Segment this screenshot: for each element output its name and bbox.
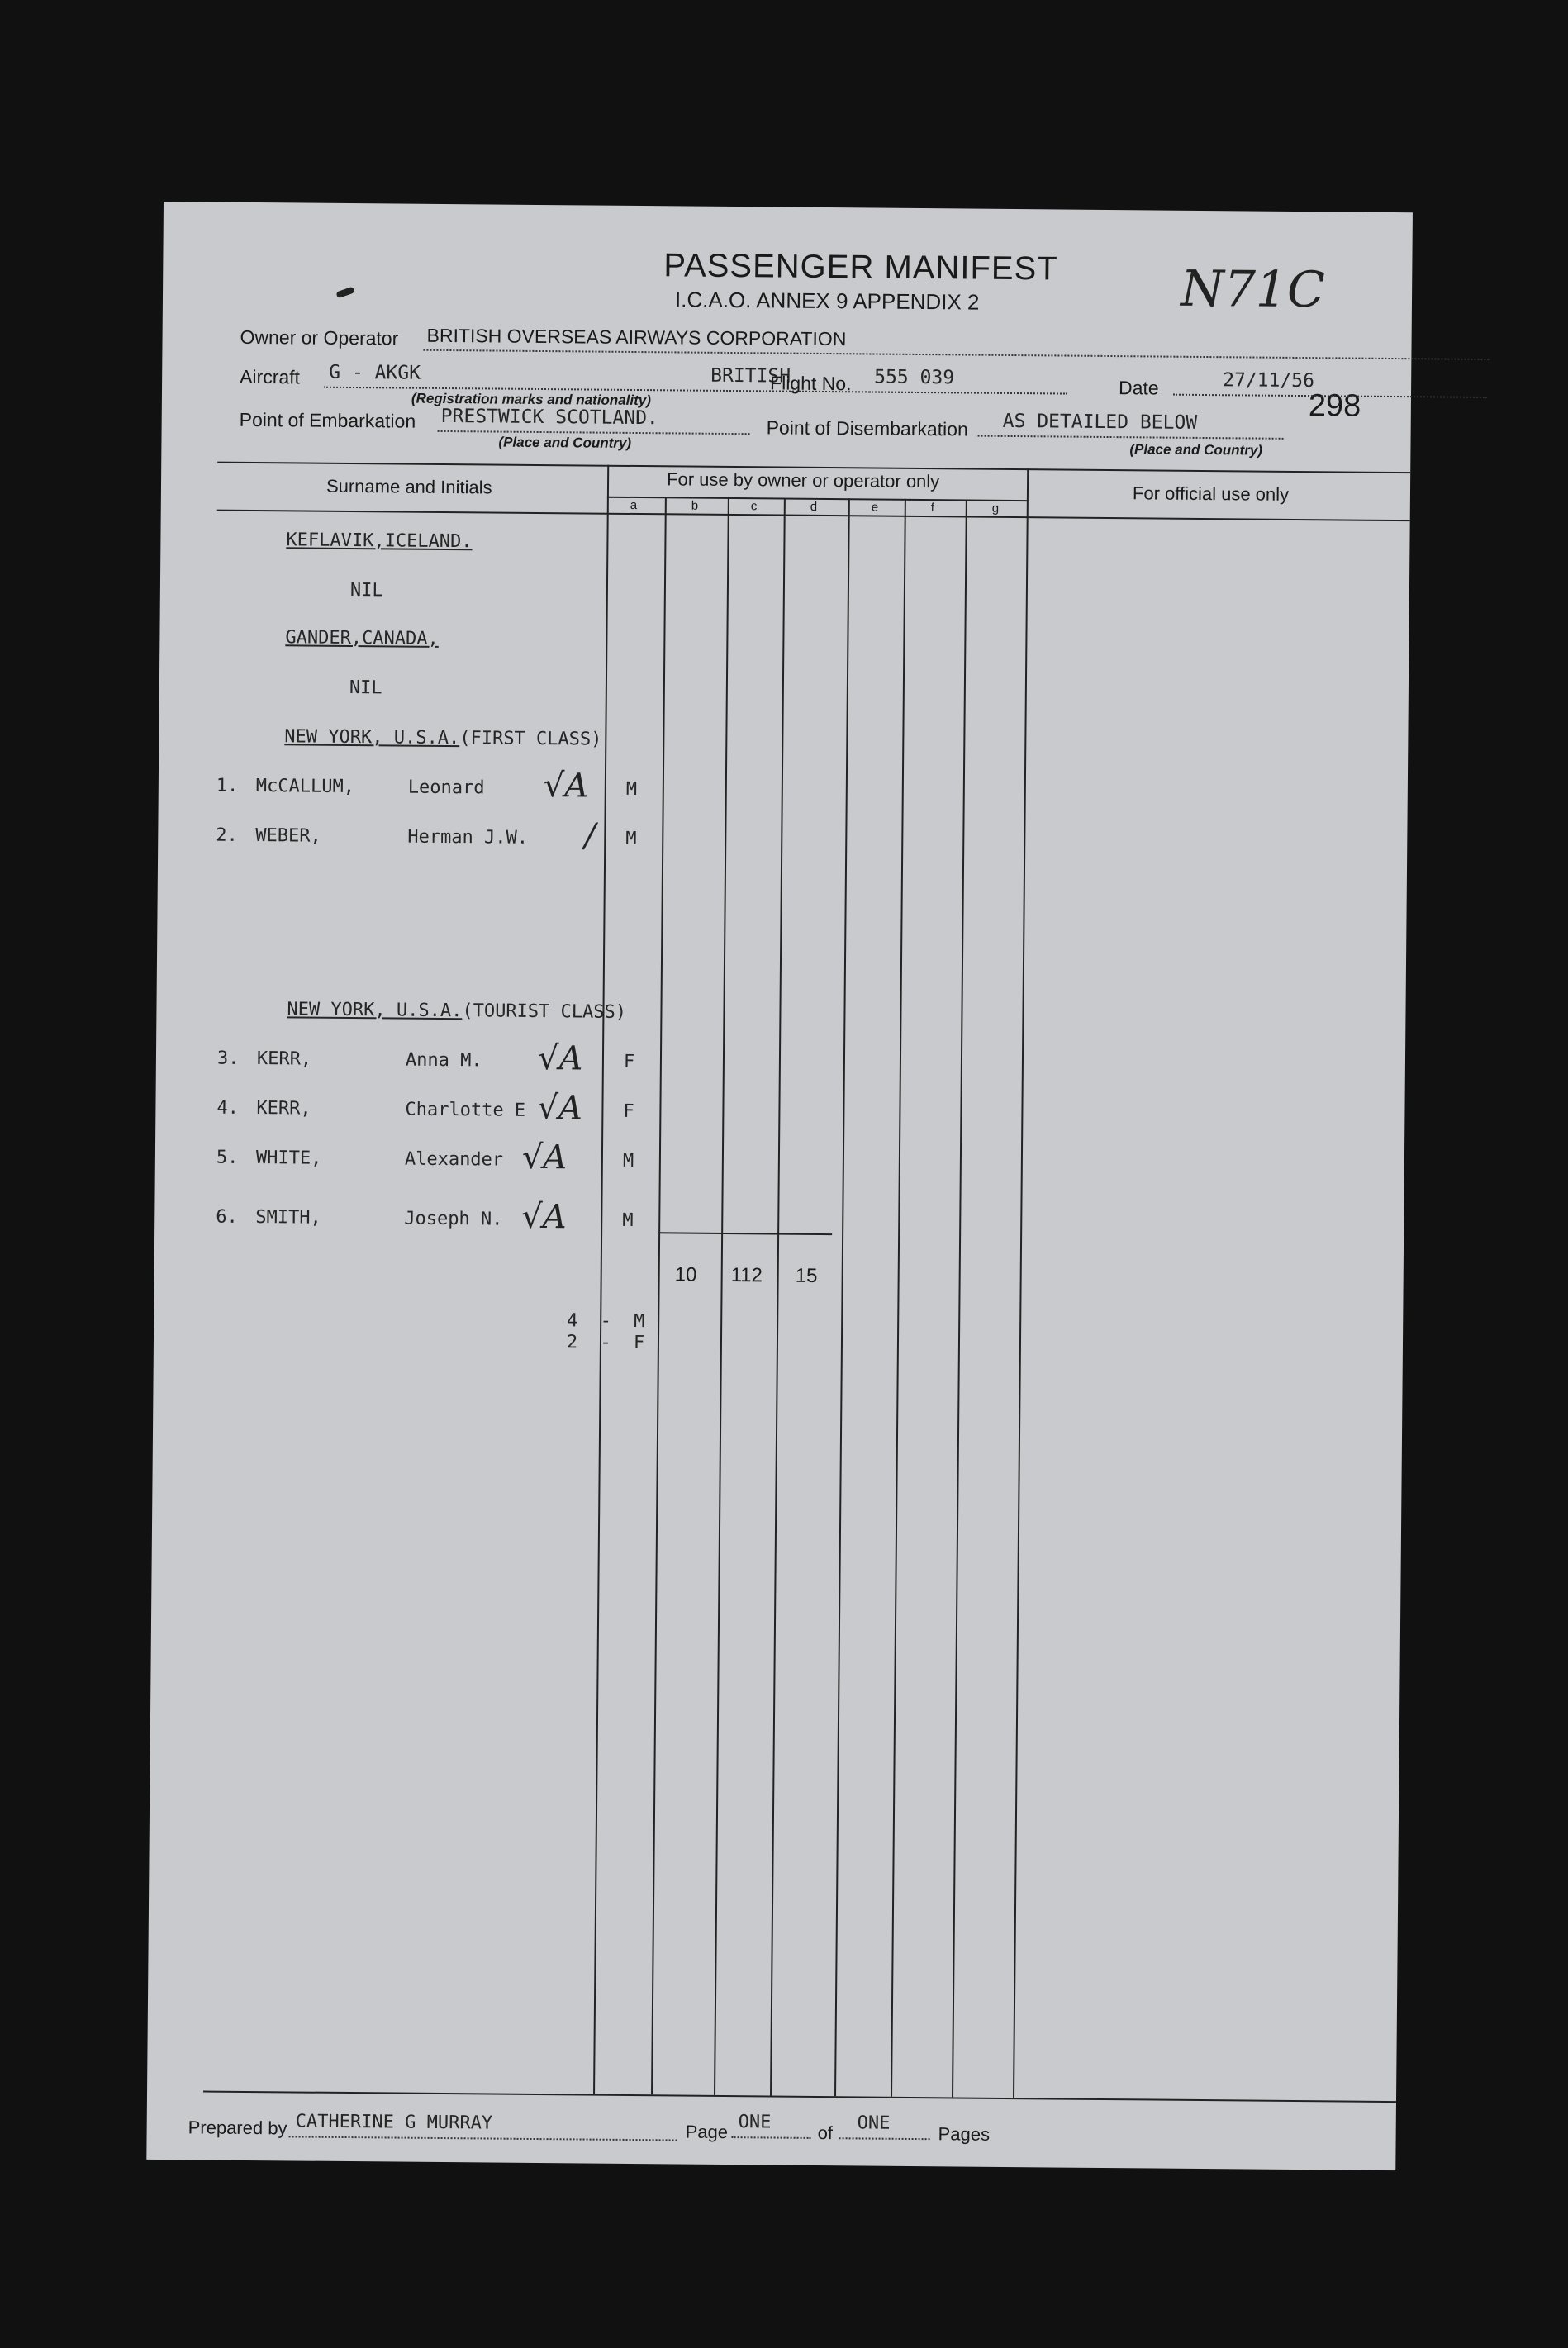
ny-first-class: (FIRST CLASS) bbox=[459, 728, 602, 750]
aircraft-registration: G - AKGK bbox=[329, 361, 421, 384]
col-a-b-divider bbox=[651, 497, 667, 2094]
col-header-f: f bbox=[930, 501, 935, 516]
ny-tourist-destination: NEW YORK, U.S.A. bbox=[287, 999, 463, 1022]
check-mark: √A bbox=[543, 767, 589, 806]
total-col-b: 10 bbox=[674, 1263, 697, 1286]
check-mark: √A bbox=[537, 1088, 583, 1128]
flight-no-field bbox=[869, 366, 1067, 394]
totals-rule bbox=[658, 1232, 832, 1235]
passenger-sex: M bbox=[622, 1150, 634, 1172]
passenger-number: 2. bbox=[216, 825, 238, 846]
passenger-row bbox=[216, 1039, 647, 1078]
disembarkation-value: AS DETAILED BELOW bbox=[1002, 410, 1198, 434]
passenger-row bbox=[216, 1197, 645, 1237]
page-field bbox=[732, 2112, 811, 2139]
passenger-row bbox=[216, 767, 646, 806]
male-count: 4 bbox=[567, 1310, 578, 1332]
pages-label: Pages bbox=[938, 2123, 991, 2145]
embarkation-field bbox=[438, 406, 750, 435]
passenger-number: 5. bbox=[216, 1147, 239, 1168]
registration-note: (Registration marks and nationality) bbox=[411, 390, 652, 409]
stamp-number: 298 bbox=[1308, 388, 1361, 424]
passenger-sex: F bbox=[623, 1051, 635, 1073]
passenger-given-name: Alexander bbox=[404, 1148, 504, 1171]
passenger-number: 6. bbox=[216, 1206, 238, 1228]
passenger-given-name: Anna M. bbox=[405, 1049, 482, 1072]
flight-no-value: 555 039 bbox=[874, 366, 955, 389]
owner-field bbox=[423, 325, 1489, 360]
section-ny-first bbox=[284, 726, 601, 749]
col-header-b: b bbox=[691, 498, 699, 513]
passenger-sex: F bbox=[623, 1100, 634, 1123]
section-ny-tourist bbox=[287, 999, 626, 1023]
disembarkation-field bbox=[978, 411, 1284, 440]
passenger-surname: WHITE, bbox=[255, 1148, 322, 1169]
owner-label: Owner or Operator bbox=[240, 326, 399, 349]
manifest-title: PASSENGER MANIFEST bbox=[663, 247, 1058, 288]
passenger-sex: M bbox=[625, 778, 638, 801]
male-label: M bbox=[634, 1311, 645, 1333]
ink-blot-mark bbox=[335, 286, 354, 298]
of-field bbox=[839, 2113, 930, 2140]
col-header-c: c bbox=[750, 499, 758, 514]
passenger-number: 4. bbox=[216, 1097, 240, 1119]
owner-use-header: For use by owner or operator only bbox=[666, 468, 940, 492]
col-official-divider bbox=[1013, 468, 1029, 2098]
col-e-f-divider bbox=[891, 499, 906, 2097]
passenger-sex: M bbox=[622, 1210, 634, 1232]
female-dash: - bbox=[600, 1332, 611, 1353]
col-header-d: d bbox=[810, 499, 818, 514]
manifest-subtitle: I.C.A.O. ANNEX 9 APPENDIX 2 bbox=[674, 287, 980, 315]
check-mark: √A bbox=[521, 1138, 568, 1177]
aircraft-label: Aircraft bbox=[240, 365, 301, 388]
passenger-number: 3. bbox=[216, 1048, 240, 1069]
manifest-sheet bbox=[146, 202, 1413, 2170]
passenger-surname: SMITH, bbox=[255, 1207, 321, 1229]
col-f-g-divider bbox=[952, 499, 967, 2097]
date-value: 27/11/56 bbox=[1223, 369, 1315, 392]
passenger-given-name: Leonard bbox=[407, 777, 485, 799]
check-mark: √A bbox=[521, 1197, 567, 1237]
col-c-d-divider bbox=[770, 498, 786, 2096]
embarkation-label: Point of Embarkation bbox=[239, 408, 416, 432]
col-header-e: e bbox=[871, 500, 879, 515]
check-mark: √A bbox=[537, 1039, 583, 1078]
flight-no-label: Flight No. bbox=[769, 372, 852, 395]
passenger-given-name: Joseph N. bbox=[404, 1208, 503, 1230]
col-header-g: g bbox=[991, 501, 1000, 516]
passenger-given-name: Herman J.W. bbox=[407, 826, 529, 848]
prepared-by-field bbox=[289, 2111, 677, 2141]
sex-summary-male bbox=[567, 1310, 644, 1332]
passenger-surname: WEBER, bbox=[255, 825, 321, 847]
embark-place-note: (Place and Country) bbox=[498, 434, 632, 451]
aircraft-nationality: BRITISH bbox=[710, 364, 791, 387]
total-col-c: 112 bbox=[730, 1264, 763, 1287]
disembark-place-note: (Place and Country) bbox=[1129, 441, 1263, 459]
owner-value: BRITISH OVERSEAS AIRWAYS CORPORATION bbox=[426, 324, 847, 350]
passenger-sex: M bbox=[625, 828, 637, 850]
col-left-divider bbox=[593, 465, 612, 2094]
section-nil-1: NIL bbox=[349, 579, 383, 601]
of-label: of bbox=[817, 2122, 834, 2144]
section-nil-2: NIL bbox=[349, 677, 382, 699]
passenger-row bbox=[216, 1088, 646, 1128]
footer-top-rule bbox=[203, 2091, 1396, 2103]
check-mark: / bbox=[584, 816, 596, 855]
passenger-given-name: Charlotte E bbox=[405, 1099, 526, 1121]
passenger-surname: McCALLUM, bbox=[255, 776, 355, 798]
passenger-row bbox=[216, 816, 645, 855]
ny-tourist-class: (TOURIST CLASS) bbox=[462, 1001, 627, 1023]
disembarkation-label: Point of Disembarkation bbox=[766, 416, 968, 440]
surname-header: Surname and Initials bbox=[325, 475, 492, 498]
female-count: 2 bbox=[566, 1332, 578, 1353]
sex-summary-female bbox=[567, 1332, 644, 1353]
section-gander: GANDER,CANADA, bbox=[285, 627, 439, 649]
date-field bbox=[1173, 369, 1487, 398]
embarkation-value: PRESTWICK SCOTLAND. bbox=[440, 405, 658, 430]
prepared-by-value: CATHERINE G MURRAY bbox=[295, 2111, 493, 2134]
prepared-by-label: Prepared by bbox=[188, 2117, 287, 2139]
official-use-header: For official use only bbox=[1132, 482, 1290, 505]
passenger-number: 1. bbox=[216, 775, 239, 796]
date-label: Date bbox=[1118, 377, 1159, 399]
female-label: F bbox=[633, 1333, 645, 1354]
total-col-d: 15 bbox=[795, 1264, 818, 1287]
male-dash: - bbox=[600, 1310, 612, 1332]
page-value: ONE bbox=[738, 2112, 772, 2133]
section-keflavik: KEFLAVIK,ICELAND. bbox=[286, 530, 473, 553]
col-b-c-divider bbox=[714, 497, 729, 2095]
passenger-row bbox=[216, 1138, 646, 1177]
of-value: ONE bbox=[857, 2113, 891, 2134]
reference-mark: N71C bbox=[1180, 259, 1326, 320]
page-label: Page bbox=[685, 2121, 729, 2143]
col-d-e-divider bbox=[834, 498, 850, 2096]
ny-first-destination: NEW YORK, U.S.A. bbox=[284, 726, 460, 749]
passenger-surname: KERR, bbox=[256, 1048, 312, 1070]
passenger-surname: KERR, bbox=[256, 1098, 311, 1119]
col-header-a: a bbox=[630, 497, 638, 513]
